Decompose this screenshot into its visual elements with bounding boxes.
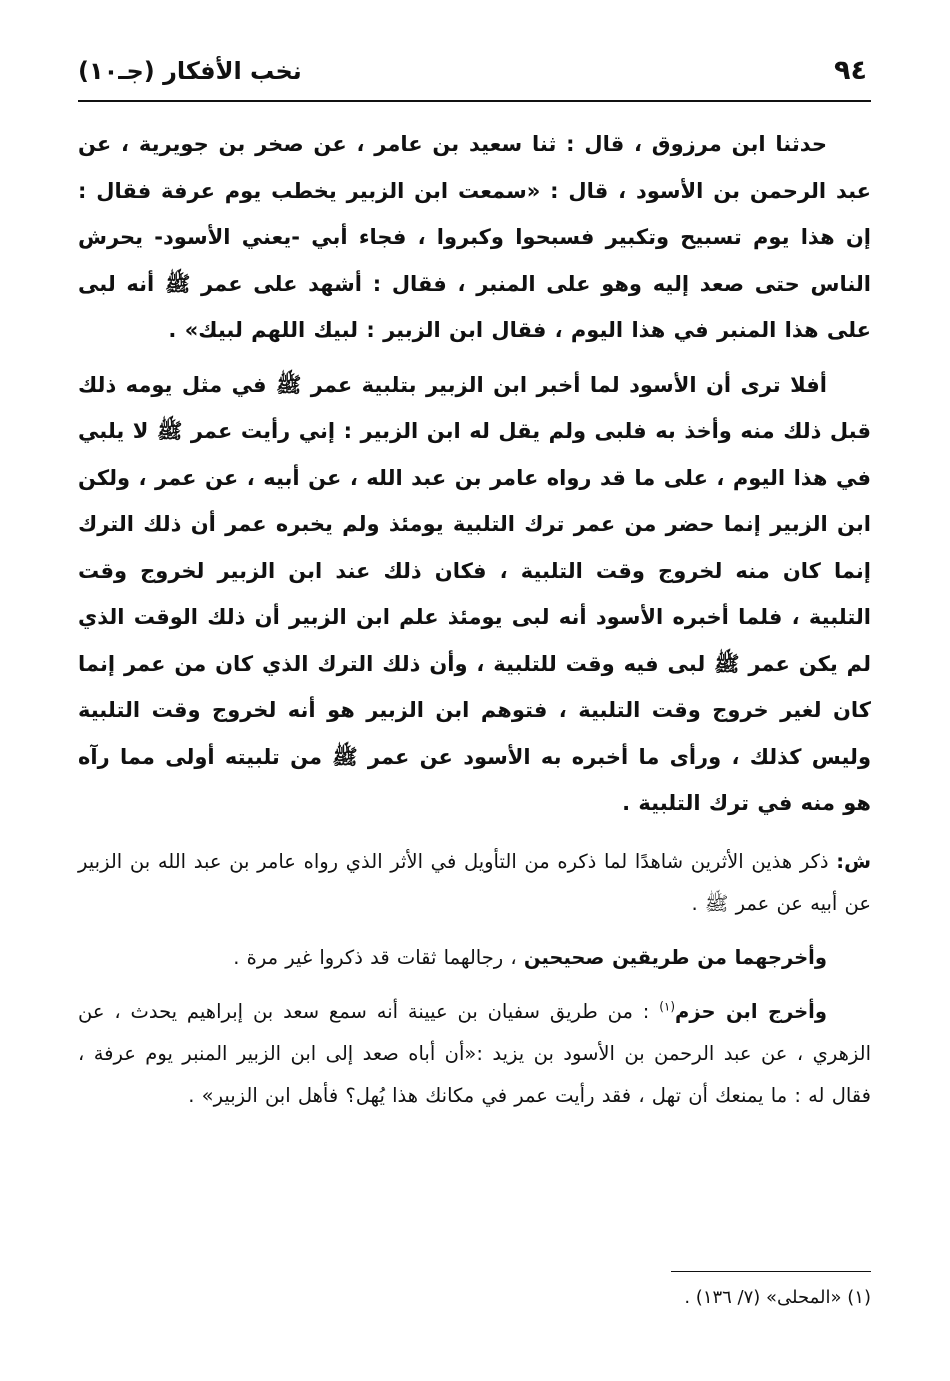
takhrij-paragraph — [78, 937, 871, 979]
takhrij-lead: وأخرجهما من طريقين صحيحين — [523, 945, 827, 969]
ibn-hazm-text: : من طريق سفيان بن عيينة أنه سمع سعد بن إبراهيم يحدث ، عن الزهري ، عن عبد الرحمن بن الأسود بن يزيد :«أن أباه صعد إلى ابن الزبير المنبر يوم عرفة ، فقال له : ما يمنعك أن تهل ، فقد رأيت عمر في مكانك هذا يُهل؟ فأهل ابن الزبير» . — [78, 999, 871, 1107]
header-rule — [78, 100, 871, 102]
sharh-label: ش: — [836, 849, 872, 873]
book-page — [78, 55, 872, 1308]
commentary-paragraph: أفلا ترى أن الأسود لما أخبر ابن الزبير بتلبية عمر ﷺ في مثل يومه ذلك قبل ذلك منه وأخذ به فلبى ولم يقل له ابن الزبير : إني رأيت عمر ﷺ لا يلبي في هذا اليوم ، على ما قد رواه عامر بن عبد الله ، عن أبيه ، عن عمر ، ولكن ابن الزبير إنما حضر من عمر ترك التلبية يومئذ ولم يخبره عمر أن ذلك الترك إنما كان منه لخروج وقت التلبية ، فكان ذلك عند ابن الزبير لخروج وقت التلبية ، فلما أخبره الأسود أنه لبى يومئذ علم ابن الزبير أن ذلك الوقت الذي لم يكن عمر ﷺ لبى فيه وقت للتلبية ، وأن ذلك الترك الذي كان من عمر إنما كان لغير خروج وقت التلبية ، فتوهم ابن الزبير هو أنه لخروج وقت التلبية وليس كذلك ، ورأى ما أخبره به الأسود عن عمر ﷺ من تلبيته أولى مما رآه هو منه في ترك التلبية . — [78, 372, 871, 815]
sharh-paragraph — [78, 841, 871, 925]
page-number: ٩٤ — [834, 55, 867, 86]
ibn-hazm-lead: وأخرج ابن حزم — [675, 999, 827, 1023]
page-body — [78, 121, 871, 1117]
footnote-marker[interactable]: (١) — [659, 999, 676, 1013]
running-title: نخب الأفكار (جـ١٠) — [78, 57, 302, 85]
page-header — [78, 55, 871, 95]
takhrij-text: ، رجالهما ثقات قد ذكروا غير مرة . — [233, 945, 517, 969]
ibn-hazm-paragraph — [78, 991, 871, 1117]
footnote: (١) «المحلى» (٧/ ١٣٦) . — [684, 1287, 871, 1308]
footnote-rule — [671, 1271, 871, 1272]
sharh-text: ذكر هذين الأثرين شاهدًا لما ذكره من التأويل في الأثر الذي رواه عامر بن عبد الله بن الزبير عن أبيه عن عمر ﷺ . — [78, 849, 871, 915]
hadith-paragraph: حدثنا ابن مرزوق ، قال : ثنا سعيد بن عامر ، عن صخر بن جويرية ، عن عبد الرحمن بن الأسود ، قال : «سمعت ابن الزبير يخطب يوم عرفة فقال : إن هذا يوم تسبيح وتكبير فسبحوا وكبروا ، فجاء أبي -يعني الأسود- يحرش الناس حتى صعد إليه وهو على المنبر ، فقال : أشهد على عمر ﷺ أنه لبى على هذا المنبر في هذا اليوم ، فقال ابن الزبير : لبيك اللهم لبيك» . — [78, 132, 871, 342]
